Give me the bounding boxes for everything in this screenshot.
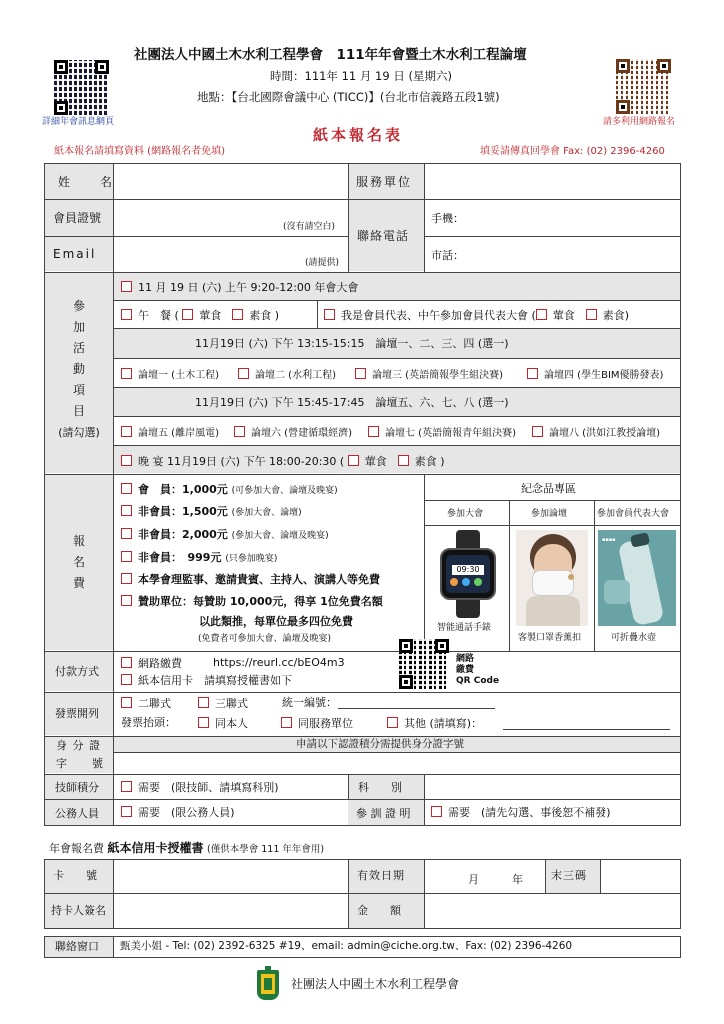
payment-qr-caption: 網路 繳費 QR Code — [456, 654, 500, 686]
cert-label: 參 訓 證 明 — [356, 807, 411, 820]
fee-sponsor-2: 以此類推，每單位最多四位免費 — [199, 615, 353, 628]
holder-label: 持卡人簽名 — [51, 904, 106, 917]
invoice-same-person[interactable]: 同本人 — [198, 717, 248, 729]
amount-label: 金 額 — [357, 904, 401, 917]
invoice-triple-checkbox[interactable] — [198, 697, 209, 708]
member-id-label: 會員證號 — [53, 211, 102, 225]
mobile-label: 手機： — [431, 212, 464, 225]
payment-online[interactable]: 網路繳費 — [121, 657, 182, 669]
dinner-meat-checkbox[interactable] — [348, 455, 359, 466]
fee-sponsor[interactable]: 贊助單位：每贊助 10,000元，得享 1位免費名額 — [121, 595, 383, 607]
phone-label: 聯絡電話 — [357, 229, 410, 243]
forum8-checkbox[interactable] — [532, 426, 543, 437]
lunch-checkbox[interactable] — [121, 309, 132, 320]
souvenir-col-rep: 參加會員代表大會 — [597, 509, 670, 519]
souvenir-col-assembly: 參加大會 — [447, 509, 484, 519]
contact-text: 甄美小姐 - Tel: (02) 2392-6325 #19、email: admin@ciche.org.tw、Fax: (02) 2396-4260 — [120, 940, 573, 952]
forum7-option[interactable]: 論壇七 (英語簡報青年組決賽) — [368, 426, 516, 439]
landline-field[interactable] — [470, 239, 678, 269]
qr-code-online-register[interactable] — [616, 59, 671, 114]
mask-image — [516, 530, 588, 626]
subject-label: 科 別 — [358, 781, 402, 794]
qr-left-caption: 詳細年會訊息網頁 — [42, 117, 115, 127]
email-label: Email — [53, 247, 97, 261]
id-label-b: 字 號 — [56, 757, 104, 770]
tax-id-field[interactable] — [338, 708, 495, 709]
invoice-label: 發票開列 — [55, 707, 99, 720]
civil-need-checkbox[interactable] — [121, 806, 132, 817]
forum6-checkbox[interactable] — [234, 426, 245, 437]
forum4-option[interactable]: 論壇四 (學生BIM優勝發表) — [527, 368, 663, 381]
souvenir-item-watch: 智能通話手錶 — [437, 623, 492, 633]
souvenir-item-bottle: 可折疊水壺 — [611, 633, 657, 643]
invoice-same-person-checkbox[interactable] — [198, 717, 209, 728]
email-hint: (請提供) — [305, 258, 340, 268]
card-auth-heading: 年會報名費 紙本信用卡授權書 (僅供本學會 111 年年會用) — [49, 841, 325, 855]
name-field[interactable] — [114, 165, 347, 198]
note-left: 紙本報名請填寫資料 (網路報名者免填) — [54, 146, 225, 157]
tech-need[interactable]: 需要 (限技師、請填寫科別) — [121, 781, 279, 793]
invoice-other-checkbox[interactable] — [387, 717, 398, 728]
forum5-checkbox[interactable] — [121, 426, 132, 437]
tax-id-label: 統一編號： — [282, 696, 337, 709]
forum7-checkbox[interactable] — [368, 426, 379, 437]
forum6-option[interactable]: 論壇六 (營建循環經濟) — [234, 426, 352, 439]
member-id-hint: (沒有請空白) — [283, 222, 336, 232]
fee-nonmember3-checkbox[interactable] — [121, 551, 132, 562]
payment-url[interactable]: https://reurl.cc/bEO4m3 — [213, 656, 345, 669]
assembly-checkbox[interactable] — [121, 281, 132, 292]
rep-meat-checkbox[interactable] — [536, 309, 547, 320]
payment-label: 付款方式 — [55, 665, 99, 678]
lunch-option[interactable]: 午 餐 ( 葷食 素食 ) — [121, 309, 279, 321]
landline-label: 市話： — [431, 249, 464, 262]
expiry-field[interactable]: 月 年 — [468, 873, 523, 886]
fees-side-label: 報 名 費 — [72, 534, 85, 590]
payment-online-checkbox[interactable] — [121, 657, 132, 668]
unit-label: 服務單位 — [356, 175, 413, 189]
civil-need[interactable]: 需要 (限公務人員) — [121, 806, 235, 818]
name-label: 姓 名 — [58, 175, 115, 189]
session2-header: 11月19日 (六) 下午 15:45-17:45 論壇五、六、七、八 (選一) — [195, 396, 509, 409]
fee-sponsor-note: (免費者可參加大會、論壇及晚宴) — [198, 634, 332, 644]
rep-lunch-option[interactable]: 我是會員代表、中午參加會員代表大會 ( 葷食 素食) — [324, 309, 629, 321]
souvenir-item-mask: 客製口罩香薰扣 — [518, 633, 582, 643]
fee-free-checkbox[interactable] — [121, 573, 132, 584]
note-right: 填妥請傳真回學會 Fax: (02) 2396-4260 — [480, 146, 665, 157]
card-no-label: 卡 號 — [53, 869, 97, 882]
unit-field[interactable] — [425, 165, 680, 198]
fee-member[interactable]: 會 員：1,000元 (可參加大會、論壇及晚宴) — [121, 483, 338, 496]
invoice-same-unit[interactable]: 同服務單位 — [281, 717, 353, 729]
forum1-checkbox[interactable] — [121, 368, 132, 379]
payment-card-checkbox[interactable] — [121, 674, 132, 685]
tech-need-checkbox[interactable] — [121, 781, 132, 792]
society-logo — [257, 966, 279, 1002]
qr-code-event-info[interactable] — [54, 60, 109, 115]
smartwatch-image: 09:30 — [434, 530, 500, 618]
souvenir-title: 紀念品專區 — [521, 482, 576, 495]
contact-label: 聯絡窗口 — [55, 940, 99, 953]
expiry-label: 有效日期 — [357, 869, 405, 882]
souvenir-col-forum: 參加論壇 — [531, 509, 568, 519]
id-number-field[interactable] — [114, 753, 680, 773]
fee-nonmember2[interactable]: 非會員：2,000元 (參加大會、論壇及晚宴) — [121, 528, 329, 541]
invoice-title-label: 發票抬頭： — [121, 716, 176, 729]
id-label-a: 身 分 證 — [56, 739, 101, 752]
forum3-option[interactable]: 論壇三 (英語簡報學生組決賽) — [355, 368, 503, 381]
fee-nonmember2-checkbox[interactable] — [121, 528, 132, 539]
rep-veg-checkbox[interactable] — [586, 309, 597, 320]
event-venue: 地點：【台北國際會議中心 (TICC)】(台北市信義路五段1號) — [197, 90, 500, 104]
fee-free[interactable]: 本學會理監事、邀請貴賓、主持人、演講人等免費 — [121, 573, 380, 585]
forum2-checkbox[interactable] — [238, 368, 249, 379]
invoice-other-field[interactable] — [503, 729, 670, 730]
lunch-veg-checkbox[interactable] — [232, 309, 243, 320]
payment-qr-code[interactable] — [399, 639, 449, 689]
fee-nonmember1[interactable]: 非會員：1,500元 (參加大會、論壇) — [121, 505, 302, 518]
invoice-dual-checkbox[interactable] — [121, 697, 132, 708]
activities-side-label: 參 加 活 動 項 目 (請勾選) — [58, 299, 100, 439]
invoice-other[interactable]: 其他 (請填寫)： — [387, 717, 482, 729]
cert-need[interactable]: 需要 (請先勾選、事後恕不補發) — [431, 806, 611, 818]
dinner-option[interactable]: 晚 宴 11月19日 (六) 下午 18:00-20:30 ( 葷食 素食 ) — [121, 455, 445, 467]
assembly-option[interactable]: 11 月 19 日 (六) 上午 9:20-12:00 年會大會 — [121, 281, 358, 293]
fee-member-checkbox[interactable] — [121, 483, 132, 494]
invoice-dual[interactable]: 二聯式 — [121, 697, 171, 709]
tech-label: 技師積分 — [55, 781, 99, 794]
subject-field[interactable] — [425, 775, 680, 799]
civil-label: 公務人員 — [55, 807, 99, 820]
footer-org: 社團法人中國土木水利工程學會 — [291, 977, 460, 991]
last3-field[interactable] — [601, 860, 680, 892]
session1-header: 11月19日 (六) 下午 13:15-15:15 論壇一、二、三、四 (選一) — [195, 337, 509, 350]
mobile-field[interactable] — [470, 202, 678, 232]
card-no-field[interactable] — [114, 860, 347, 892]
forum5-option[interactable]: 論壇五 (離岸風電) — [121, 426, 219, 439]
lunch-meat-checkbox[interactable] — [182, 309, 193, 320]
forum8-option[interactable]: 論壇八 (洪如江教授論壇) — [532, 426, 660, 439]
cert-need-checkbox[interactable] — [431, 806, 442, 817]
event-title: 社團法人中國土木水利工程學會 111年年會暨土木水利工程論壇 — [134, 47, 527, 63]
qr-right-caption: 請多利用網路報名 — [603, 117, 676, 127]
event-time: 時間：111年 11 月 19 日 (星期六) — [270, 69, 452, 83]
bottle-image: ▪▪▪▪ — [598, 530, 676, 626]
forum2-option[interactable]: 論壇二 (水利工程) — [238, 368, 336, 381]
forum3-checkbox[interactable] — [355, 368, 366, 379]
invoice-triple[interactable]: 三聯式 — [198, 697, 248, 709]
fee-nonmember1-checkbox[interactable] — [121, 505, 132, 516]
id-note: 申請以下認證積分需提供身分證字號 — [296, 738, 464, 750]
form-title: 紙本報名表 — [313, 126, 404, 144]
rep-lunch-checkbox[interactable] — [324, 309, 335, 320]
last3-label: 末三碼 — [551, 869, 587, 882]
fee-sponsor-checkbox[interactable] — [121, 595, 132, 606]
dinner-veg-checkbox[interactable] — [398, 455, 409, 466]
invoice-same-unit-checkbox[interactable] — [281, 717, 292, 728]
forum4-checkbox[interactable] — [527, 368, 538, 379]
fee-nonmember3[interactable]: 非會員： 999元 (只參加晚宴) — [121, 551, 277, 564]
holder-signature-field[interactable] — [114, 894, 347, 928]
amount-field[interactable] — [425, 894, 680, 928]
forum1-option[interactable]: 論壇一 (土木工程) — [121, 368, 219, 381]
payment-card[interactable]: 紙本信用卡 請填寫授權書如下 — [121, 674, 292, 686]
dinner-checkbox[interactable] — [121, 455, 132, 466]
